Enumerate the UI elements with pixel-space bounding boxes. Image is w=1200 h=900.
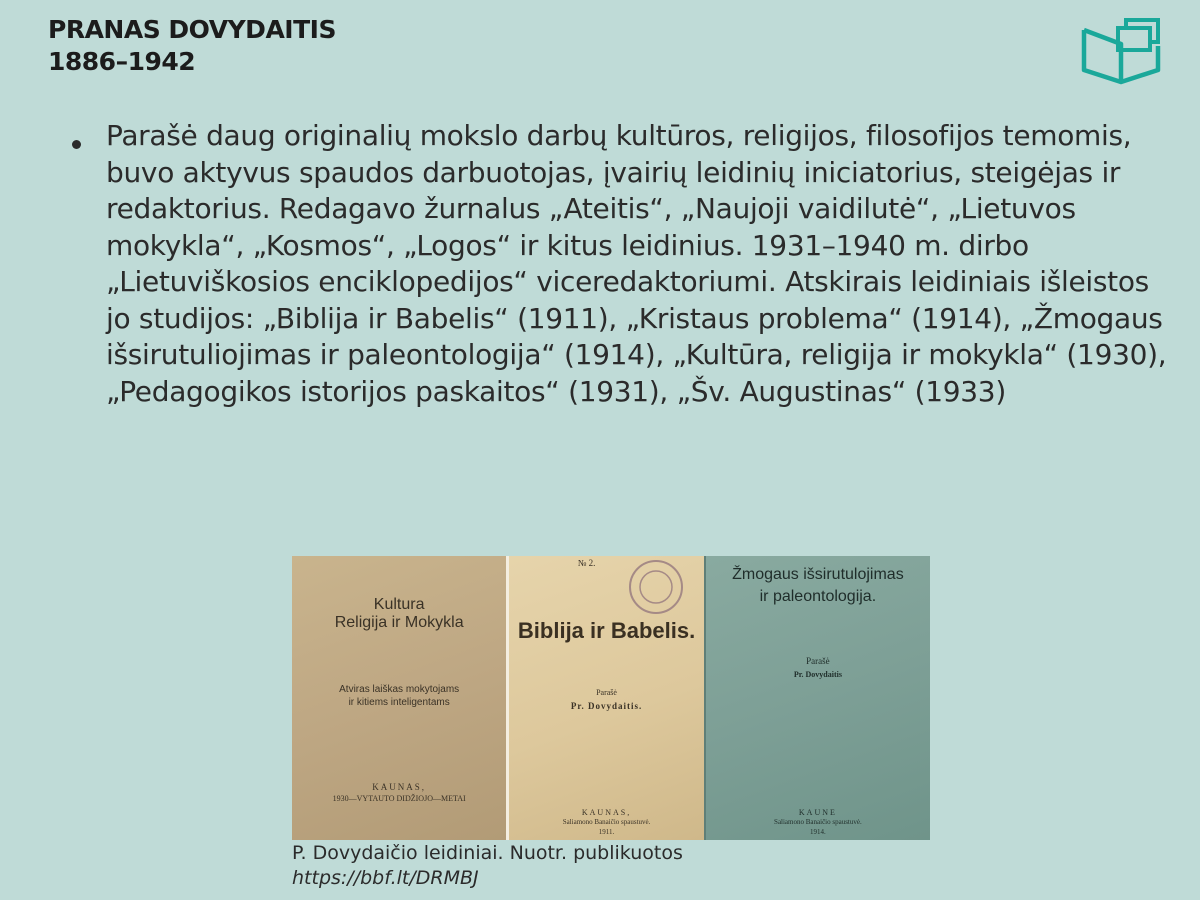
book-author-label: Parašė <box>596 688 617 697</box>
book-imprint-line: KAUNAS, <box>372 782 427 792</box>
caption-url: https://bbf.lt/DRMBJ <box>292 867 479 889</box>
book-imprint-line: Saliamono Banaičio spaustuvė. <box>774 818 862 826</box>
library-stamp <box>627 558 685 616</box>
book-title-line: ir paleontologija. <box>759 588 877 605</box>
open-book-logo-icon <box>1080 18 1162 86</box>
life-years: 1886–1942 <box>48 47 196 76</box>
person-name: PRANAS DOVYDAITIS <box>48 15 336 44</box>
book-author: Pr. Dovydaitis. <box>570 701 643 711</box>
book-covers-photo <box>292 556 930 840</box>
book-title: Biblija ir Babelis. <box>517 618 696 643</box>
book-author: Pr. Dovydaitis <box>793 670 842 679</box>
book-imprint-line: KAUNE <box>798 808 837 817</box>
book-cover-zmogaus <box>704 556 930 840</box>
book-cover-biblija <box>506 556 703 840</box>
slide-header <box>48 14 336 78</box>
book-title-line: Žmogaus išsirutulojimas <box>732 566 904 583</box>
book-imprint-line: Saliamono Banaičio spaustuvė. <box>562 818 651 826</box>
book-year: 1911. <box>598 828 615 836</box>
caption-text: P. Dovydaičio leidiniai. Nuotr. publikuotos <box>292 842 683 864</box>
book-cover-kultura <box>292 556 506 840</box>
book-imprint-line: KAUNAS, <box>581 808 632 817</box>
book-title-line: Religija ir Mokykla <box>334 614 464 631</box>
book-subtitle-line: Atviras laiškas mokytojams <box>339 684 460 695</box>
photo-caption <box>292 841 683 891</box>
book-year: 1914. <box>810 828 826 836</box>
bullet-dot <box>72 140 81 149</box>
book-subtitle-line: ir kitiems inteligentams <box>348 697 450 708</box>
book-title-line: Kultura <box>373 596 425 613</box>
book-author-label: Parašė <box>806 656 830 666</box>
book-number: № 2. <box>577 558 596 568</box>
book-imprint-line: 1930—VYTAUTO DIDŽIOJO—METAI <box>332 794 466 803</box>
bullet-text: Parašė daug originalių mokslo darbų kultūros, religijos, filosofijos temomis, buvo aktyvus spaudos darbuotojas, įvairių leidinių iniciatorius, steigėjas ir redaktorius. Redagavo žurnalus „Ateitis“, „Naujoji vaidilutė“, „Lietuvos mokykla“, „Kosmos“, „Logos“ ir kitus leidinius. 1931–1940 m. dirbo „Lietuviškosios enciklopedijos“ viceredaktoriumi. Atskirais leidiniais išleistos jo studijos: „Biblija ir Babelis“ (1911), „Kristaus problema“ (1914), „Žmogaus išsirutuliojimas ir paleontologija“ (1914), „Kultūra, religija ir mokykla“ (1930), „Pedagogikos istorijos paskaitos“ (1931), „Šv. Augustinas“ (1933) <box>106 119 1167 408</box>
